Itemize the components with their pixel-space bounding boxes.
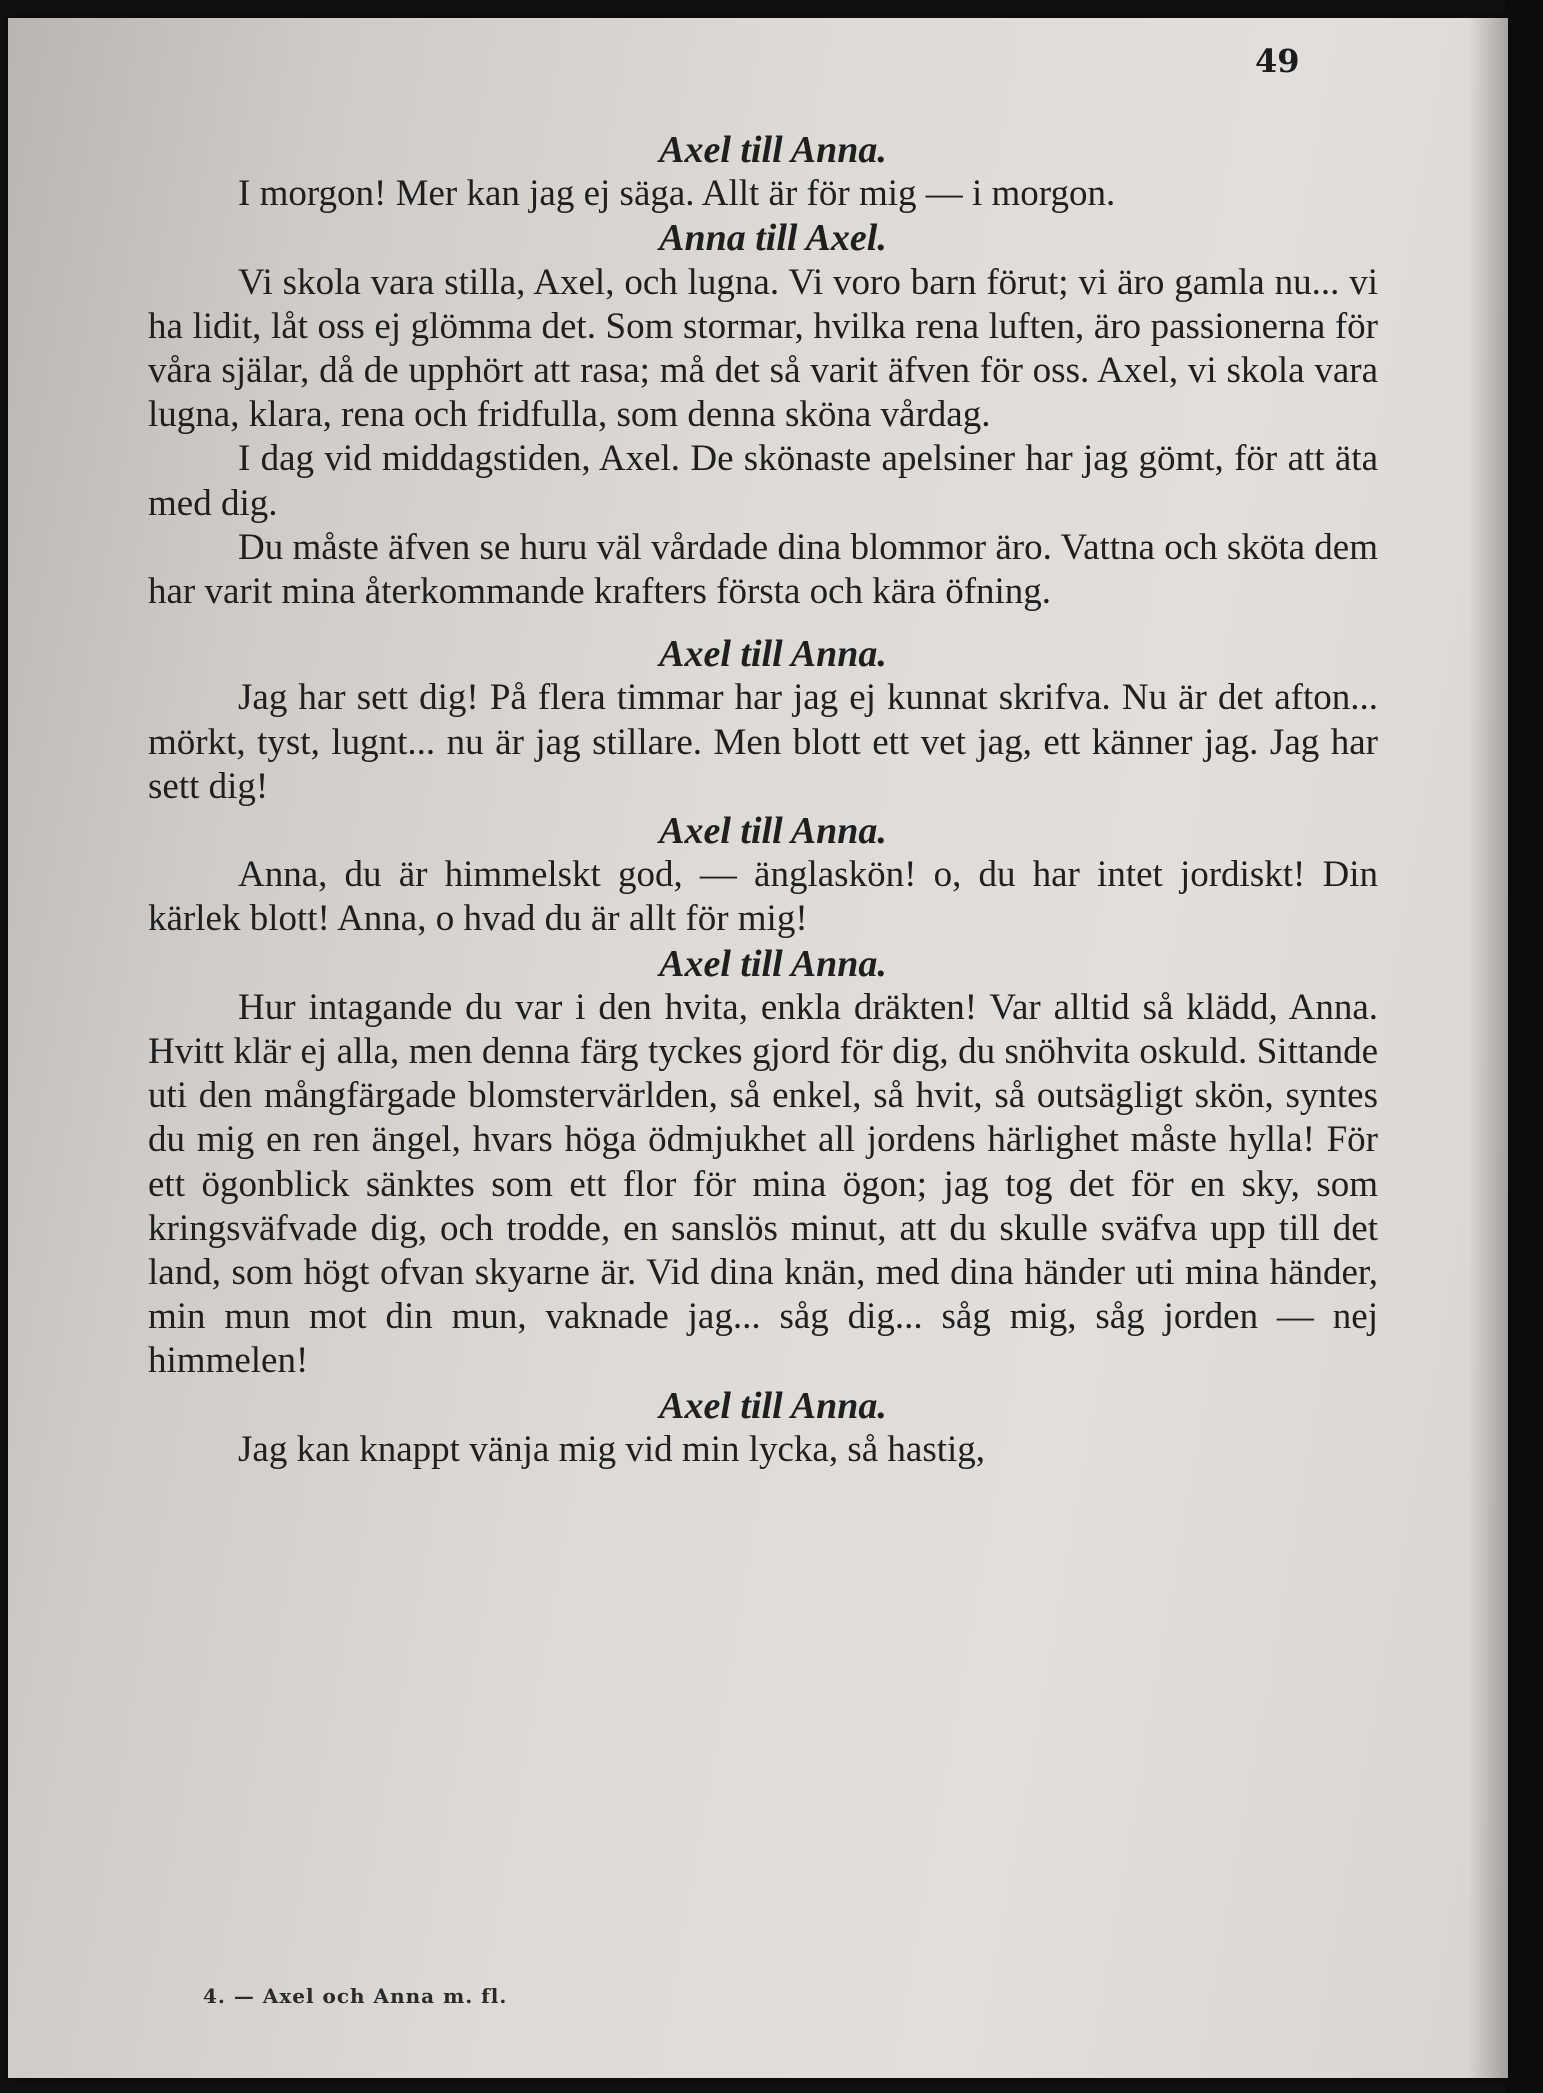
book-edge-shadow bbox=[1505, 0, 1543, 2093]
letter-heading: Axel till Anna. bbox=[659, 942, 887, 985]
book-page bbox=[8, 18, 1508, 2078]
paragraph: Jag har sett dig! På flera timmar har jag ej kunnat skrifva. Nu är det afton... mörkt, tyst, lugnt... nu är jag stillare. Men blott ett vet jag, ett känner jag. Jag har sett dig! bbox=[148, 677, 1378, 807]
spacer bbox=[148, 614, 1378, 632]
paragraph: I morgon! Mer kan jag ej säga. Allt är för mig — i morgon. bbox=[238, 173, 1116, 215]
paragraph: Vi skola vara stilla, Axel, och lugna. Vi voro barn förut; vi äro gamla nu... vi ha lidit, låt oss ej glömma det. Som stormar, hvilka rena luften, äro passionerna för våra själar, då de upphört att rasa; må det så varit äfven för oss. Axel, vi skola vara lugna, klara, rena och fridfulla, som denna sköna vårdag. bbox=[148, 261, 1378, 436]
paragraph: Hur intagande du var i den hvita, enkla dräkten! Var alltid så klädd, Anna. Hvitt klär ej alla, men denna färg tyckes gjord för dig, du snöhvita oskuld. Sittande uti den mångfärgade blomstervärlden, så enkel, så hvit, så outsägligt skön, syntes du mig en ren ängel, hvars höga ödmjukhet all jordens härlighet måste hylla! För ett ögonblick sänktes som ett flor för mina ögon; jag tog det för en sky, som kringsväfvade dig, och trodde, en sanslös minut, att du skulle sväfva upp till det land, som högt ofvan skyarne är. Vid dina knän, med dina händer uti mina händer, min mun mot din mun, vaknade jag... såg dig... såg mig, såg jorden — nej himmelen! bbox=[148, 986, 1378, 1382]
page-number: 49 bbox=[1255, 42, 1300, 80]
letter-heading: Axel till Anna. bbox=[659, 810, 887, 853]
paragraph: Du måste äfven se huru väl vårdade dina blommor äro. Vattna och sköta dem har varit mina återkommande krafters första och kära öfning. bbox=[148, 526, 1378, 613]
letter-heading: Axel till Anna. bbox=[659, 633, 887, 676]
letter-heading: Axel till Anna. bbox=[659, 1384, 887, 1427]
letter-heading: Axel till Anna. bbox=[659, 129, 887, 171]
paragraph: I dag vid middagstiden, Axel. De skönaste apelsiner har jag gömt, för att äta med dig. bbox=[148, 438, 1378, 524]
paragraph: Jag kan knappt vänja mig vid min lycka, så hastig, bbox=[238, 1428, 986, 1470]
paragraph: Anna, du är himmelskt god, — änglaskön! o, du har intet jordiskt! Din kärlek blott! Anna, o hvad du är allt för mig! bbox=[148, 854, 1378, 940]
signature-footer: 4. — Axel och Anna m. fl. bbox=[203, 1984, 508, 2008]
page-text bbox=[148, 128, 1378, 1472]
letter-heading: Anna till Axel. bbox=[659, 217, 887, 260]
